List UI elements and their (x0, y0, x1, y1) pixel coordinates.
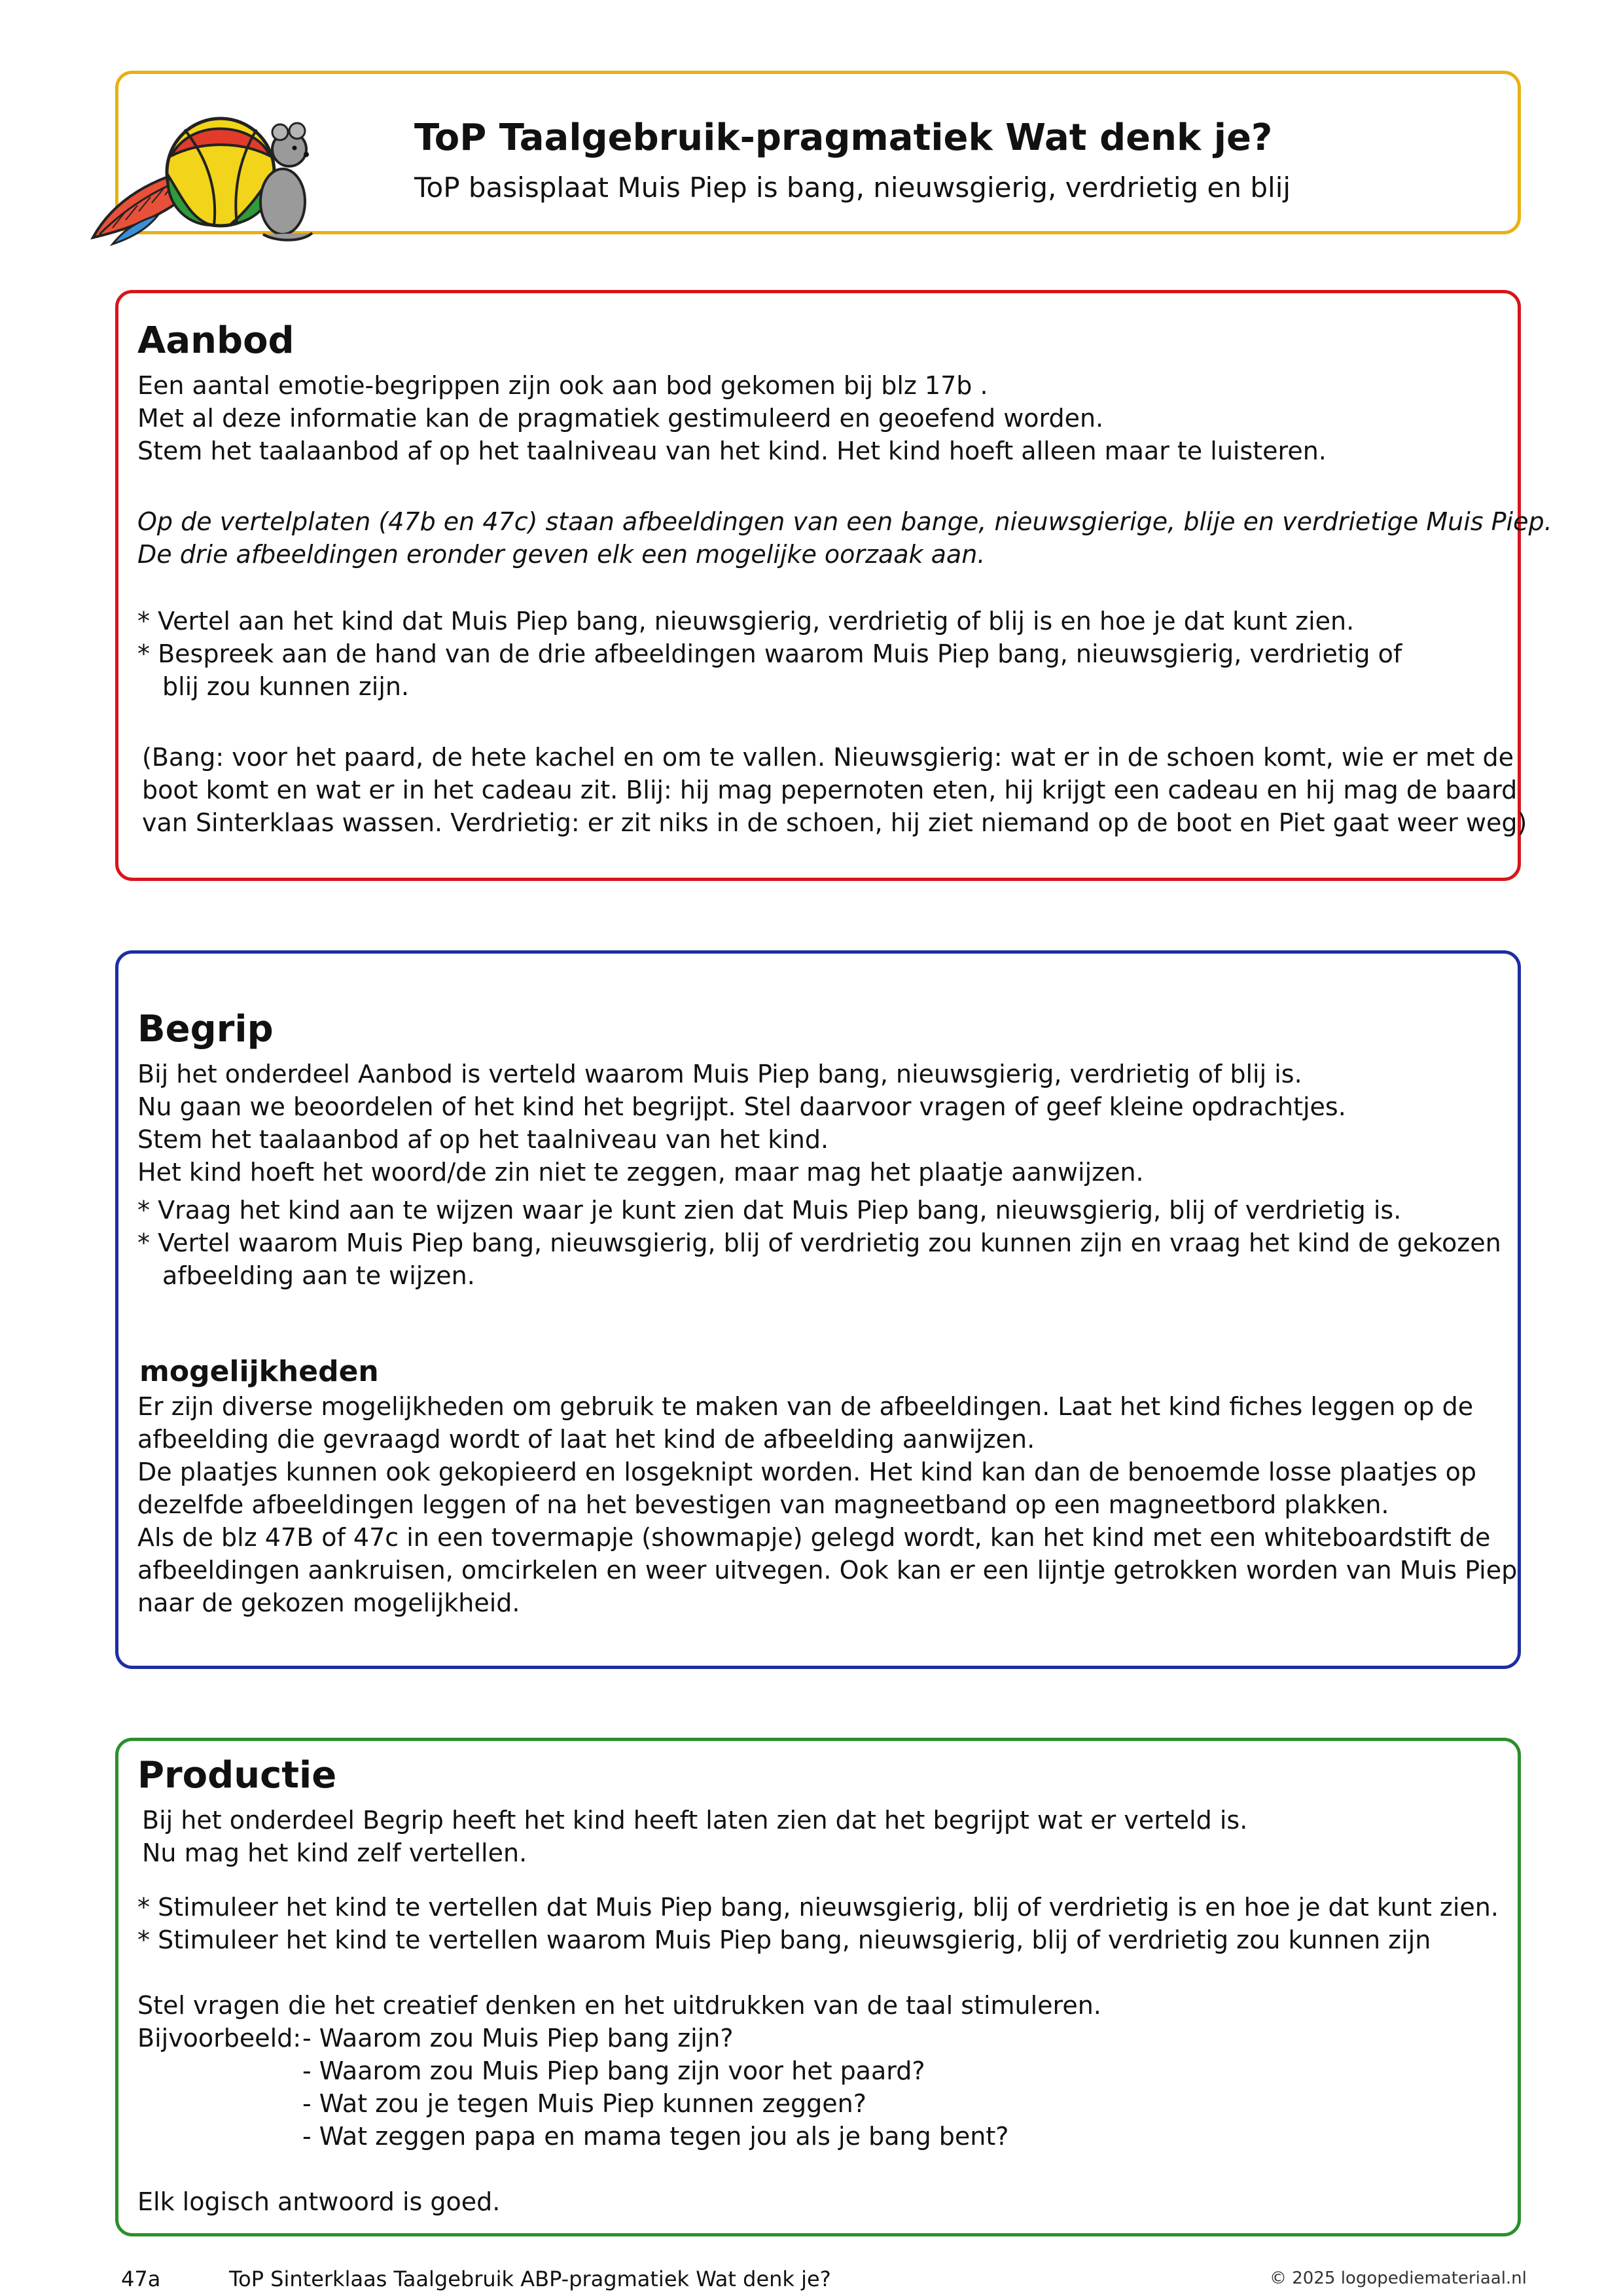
aanbod-italic-line: Op de vertelplaten (47b en 47c) staan afbeeldingen van een bange, nieuwsgierige, blije en verdrietige Muis Piep. (137, 507, 1552, 536)
logo-mouse-ball-feather-icon (86, 103, 317, 246)
page-title: ToP Taalgebruik-pragmatiek Wat denk je? (414, 117, 1273, 159)
productie-bullet: * Stimuleer het kind te vertellen waarom Muis Piep bang, nieuwsgierig, blij of verdrietig zou kunnen zijn (137, 1926, 1431, 1954)
aanbod-line: Stem het taalaanbod af op het taalniveau van het kind. Het kind hoeft alleen maar te luisteren. (137, 437, 1327, 465)
begrip-line: Het kind hoeft het woord/de zin niet te zeggen, maar mag het plaatje aanwijzen. (137, 1158, 1144, 1187)
mogelijkheden-line: afbeelding die gevraagd wordt of laat het kind de afbeelding aanwijzen. (137, 1425, 1035, 1454)
footer-doc-title: ToP Sinterklaas Taalgebruik ABP-pragmatiek Wat denk je? (229, 2267, 831, 2291)
productie-line: Nu mag het kind zelf vertellen. (142, 1839, 527, 1867)
mogelijkheden-line: naar de gekozen mogelijkheid. (137, 1588, 520, 1617)
mogelijkheden-line: De plaatjes kunnen ook gekopieerd en losgeknipt worden. Het kind kan dan de benoemde losse plaatjes op (137, 1458, 1477, 1486)
productie-example: - Waarom zou Muis Piep bang zijn voor het paard? (302, 2056, 925, 2085)
productie-example: - Wat zeggen papa en mama tegen jou als je bang bent? (302, 2122, 1009, 2151)
productie-heading: Productie (137, 1754, 337, 1797)
productie-bullet: * Stimuleer het kind te vertellen dat Muis Piep bang, nieuwsgierig, blij of verdrietig is en hoe je dat kunt zien. (137, 1893, 1499, 1922)
aanbod-line: Met al deze informatie kan de pragmatiek gestimuleerd en geoefend worden. (137, 404, 1104, 433)
aanbod-bullet: * Bespreek aan de hand van de drie afbeeldingen waarom Muis Piep bang, nieuwsgierig, verdrietig of (137, 639, 1402, 668)
page-subtitle: ToP basisplaat Muis Piep is bang, nieuwsgierig, verdrietig en blij (414, 171, 1291, 204)
footer-copyright: © 2025 logopediemateriaal.nl (1270, 2269, 1527, 2288)
begrip-heading: Begrip (137, 1008, 274, 1050)
begrip-line: Bij het onderdeel Aanbod is verteld waarom Muis Piep bang, nieuwsgierig, verdrietig of blij is. (137, 1060, 1302, 1088)
aanbod-note-line: van Sinterklaas wassen. Verdrietig: er zit niks in de schoen, hij ziet niemand op de boot en Piet gaat weer weg) (142, 808, 1527, 837)
begrip-bullet: * Vertel waarom Muis Piep bang, nieuwsgierig, blij of verdrietig zou kunnen zijn en vraag het kind de gekozen (137, 1229, 1501, 1257)
begrip-line: Stem het taalaanbod af op het taalniveau van het kind. (137, 1125, 829, 1154)
mogelijkheden-line: Er zijn diverse mogelijkheden om gebruik te maken van de afbeeldingen. Laat het kind fiches leggen op de (137, 1392, 1474, 1421)
aanbod-note-line: boot komt en wat er in het cadeau zit. Blij: hij mag pepernoten eten, hij krijgt een cadeau en hij mag de baard (142, 776, 1518, 804)
aanbod-heading: Aanbod (137, 319, 294, 362)
mogelijkheden-line: Als de blz 47B of 47c in een tovermapje (showmapje) gelegd wordt, kan het kind met een whiteboardstift de (137, 1523, 1491, 1552)
productie-closing: Elk logisch antwoord is goed. (137, 2187, 501, 2216)
productie-questions-intro: Stel vragen die het creatief denken en het uitdrukken van de taal stimuleren. (137, 1991, 1101, 2020)
footer-page-number: 47a (121, 2267, 161, 2291)
aanbod-bullet: * Vertel aan het kind dat Muis Piep bang, nieuwsgierig, verdrietig of blij is en hoe je dat kunt zien. (137, 607, 1355, 636)
mogelijkheden-line: afbeeldingen aankruisen, omcirkelen en weer uitvegen. Ook kan er een lijntje getrokken worden van Muis Piep (137, 1556, 1518, 1585)
aanbod-note-line: (Bang: voor het paard, de hete kachel en om te vallen. Nieuwsgierig: wat er in de schoen komt, wie er met de (142, 743, 1514, 772)
productie-line: Bij het onderdeel Begrip heeft het kind heeft laten zien dat het begrijpt wat er verteld is. (142, 1806, 1248, 1835)
mogelijkheden-line: dezelfde afbeeldingen leggen of na het bevestigen van magneetband op een magneetbord plakken. (137, 1490, 1389, 1519)
productie-example-label: Bijvoorbeeld: (137, 2024, 302, 2053)
aanbod-bullet-continuation: blij zou kunnen zijn. (162, 672, 410, 701)
aanbod-line: Een aantal emotie-begrippen zijn ook aan bod gekomen bij blz 17b . (137, 371, 988, 400)
aanbod-italic-line: De drie afbeeldingen eronder geven elk een mogelijke oorzaak aan. (137, 540, 986, 569)
begrip-line: Nu gaan we beoordelen of het kind het begrijpt. Stel daarvoor vragen of geef kleine opdrachtjes. (137, 1092, 1346, 1121)
productie-example: - Wat zou je tegen Muis Piep kunnen zeggen? (302, 2089, 866, 2118)
begrip-bullet: * Vraag het kind aan te wijzen waar je kunt zien dat Muis Piep bang, nieuwsgierig, blij of verdrietig is. (137, 1196, 1402, 1225)
mogelijkheden-heading: mogelijkheden (139, 1355, 379, 1388)
begrip-bullet-continuation: afbeelding aan te wijzen. (162, 1261, 475, 1290)
productie-example: - Waarom zou Muis Piep bang zijn? (302, 2024, 734, 2053)
